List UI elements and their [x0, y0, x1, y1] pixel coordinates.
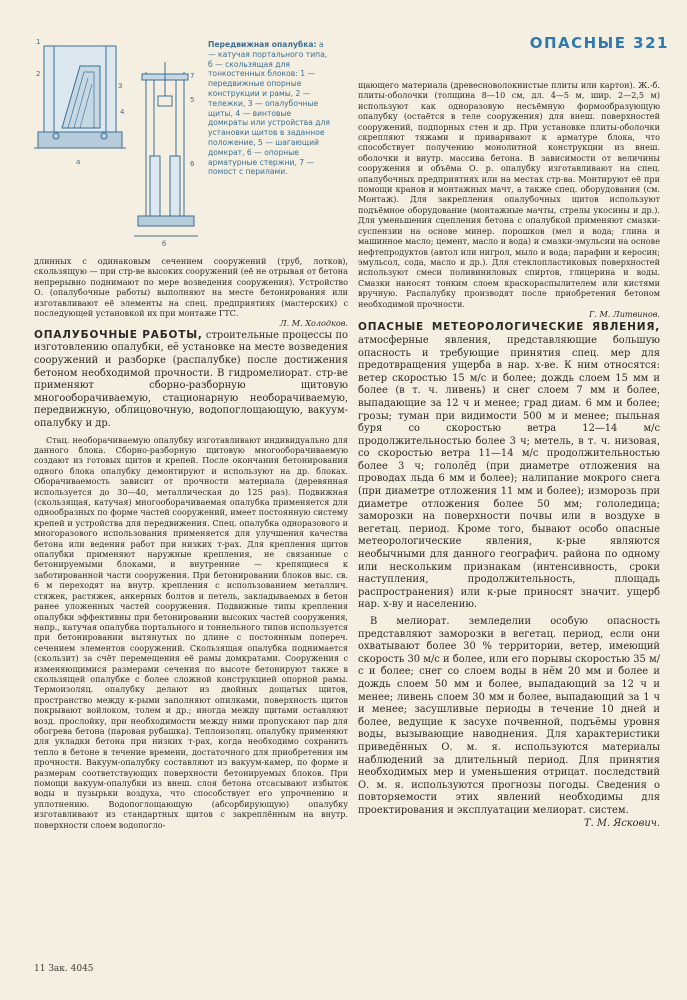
figure-label-5: 5	[190, 96, 195, 104]
figure-label-a: а	[76, 158, 81, 166]
running-title: ОПАСНЫЕ 321	[529, 34, 669, 52]
figure-label-4: 4	[120, 108, 125, 116]
right-second-paragraph: В мелиорат. земледелии особую опасность представляют заморозки в вегетац. период, если они охватывают более 30 % территории, ветер, имеющий скорость 30 м/с и более, или его порывы скоростью 35 м/с и более; снег со слоем воды в нём 20 мм и более и дождь слоем 50 мм и более, выпадающий за 12 ч и менее; ливень слоем 30 мм и более, выпадающий за 1 ч и менее; засушливые периоды в течение 10 дней и более, ведущие к засухе почвенной, подъёмы уровня воды, вызывающие наводнения. Для характеристики приведённых О. м. я. используются материалы наблюдений за длительный период. Для принятия необходимых мер и уменьшения отрицат. последствий О. м. я. используются прогнозы погоды. Сведения о повторяемости этих явлений необходимы для проектирования и эксплуатации мелиорат. систем.	[358, 616, 660, 816]
figure-label-6: 6	[190, 160, 195, 168]
right-top-text: щающего материала (древесноволокнистые плиты или картон). Ж.-б. плиты-оболочки (толщина 8—10 см, дл. 4—5 м, шир. 2—2,5 м) используют как одноразовую несъёмную формообразующую опалубку (остаётся в теле сооружения) для внеш. поверхностей сооружений, подпорных стен и др. При установке плиты-оболочки скрепляют тяжами и приваривают к арматуре блока, что способствует получению монолитной конструкции из внеш. оболочки и внутр. массива бетона. В зависимости от величины сооружения и объёма О. р. опалубку изготавливают на спец. опалубочных предприятиях или на местах стр-ва. Монтируют её при помощи кранов и монтажных мачт, а также спец. оборудования (см. Монтаж). Для закрепления опалубочных щитов используют подъёмное оборудование (монтажные мачты, стрелы укосины и др.). Для уменьшения сцепления бетона с опалубкой применяют смазки-суспензии на основе минер. порошков (мел и вода; глина и машинное масло; цемент, масло и вода) и смазки-эмульсии на основе нефтепродуктов (автол или нигрол, мыло и вода; парафин и керосин; эмульсол, сода, масло и др.). Для стеклопластиковых поверхностей используют смеси поливиниловых спиртов, глицерина и воды. Смазки наносят тонким слоем краскораспылителем или кистями вручную. Распалубку производят после приобретения бетоном необходимой прочности.	[358, 80, 660, 309]
article-definition-formwork-works: строительные процессы по изготовлению опалубки, её установке на месте возведения сооружений и разборке (распалубке) после достижения бетоном необходимой прочности. В гидромелиорат. стр-ве применяют сборно-разборную щитовую многооборачиваемую, стационарную необорачиваемую, передвижную, облицовочную, водопоглощающую, вакуум-опалубку и др.	[34, 329, 348, 429]
figure-caption	[208, 40, 330, 177]
caption-term: Передвижная опалубка:	[208, 40, 317, 49]
figure-label-b: б	[162, 240, 167, 248]
figure-label-7: 7	[190, 72, 195, 80]
right-top-signature: Г. М. Литвинов.	[589, 308, 660, 319]
left-column	[34, 256, 348, 832]
right-column	[358, 80, 660, 832]
left-intro-signature: Л. М. Холодков.	[279, 318, 348, 329]
page-footer: 11 Зак. 4045	[34, 964, 94, 974]
figure-label-2: 2	[36, 70, 41, 78]
figure-label-3: 3	[118, 82, 123, 90]
article-term-dangerous-weather: ОПАСНЫЕ МЕТЕОРОЛОГИЧЕСКИЕ ЯВЛЕНИЯ,	[358, 321, 660, 334]
formwork-diagram	[34, 36, 206, 248]
formwork-figure	[34, 36, 206, 248]
left-intro-text: длинных с одинаковым сечением сооружений (труб, лотков), скользящую — при стр-ве высоких сооружений (её не отрывая от бетона непрерывно поднимают по мере возведения сооружения). Устройство О. (опалубочные работы) выполняют на месте бетонирования или изготавливают её элементы на спец. предприятиях (мастерских) с последующей установкой их при монтаже ГТС.	[34, 256, 348, 319]
left-body-text: Стац. необорачиваемую опалубку изготавливают индивидуально для данного блока. Сборно-разборную щитовую многооборачиваемую создают из готовых щитов и крепей. После окончания бетонирования одного блока опалубку демонтируют и используют на др. блоках. Оборачиваемость зависит от прочности материала (деревянная используется до 30—40, металлическая до 125 раз). Подвижная (скользящая, катучая) многооборачиваемая опалубка применяется для однообразных по форме частей сооружений, имеет постоянную систему крепей и устройства для передвижения. Спец. опалубка одноразового и многоразового использования применяется для улучшения качества бетона или ведения работ при низких т-рах. Для крепления щитов опалубки применяют наружные крепления, не связанные с бетонируемыми блоками, и внутренние — крепящиеся к заботированной части сооружения. При бетонировании блоков выс. св. 6 м переходят на внутр. крепления с использованием металлич. стяжек, растяжек, анкерных болтов и петель, закладываемых в бетон ранее уложенных частей сооружения. Подвижные типы крепления опалубки эффективны при бетонировании высоких частей сооружения, напр., катучая опалубка портального и тоннельного типов используется при бетонировании вытянутых по длине с постоянным попереч. сечением элементов сооружений. Скользящая опалубка поднимается (скользит) за счёт перемещения её рамы домкратами. Сооружения с изменяющимися размерами сечения по высоте бетонируют также в скользящей опалубке с более сложной конструкцией опорной рамы. Термоизоляц. опалубку делают из двойных дощатых щитов, пространство между к-рыми заполняют опилками, поверхность щитов покрывают войлоком, толем и др.; иногда между щитами оставляют возд. прослойку, при необходимости между ними пропускают пар для обогрева бетона (паровая рубашка). Теплоизоляц. опалубку применяют для укладки бетона при низких т-рах, когда необходимо сохранить тепло в бетоне в течение времени, достаточного для приобретения им прочности. Вакуум-опалубку составляют из вакуум-камер, по форме и размерам соответствующих поверхности бетонируемых блоков. При помощи вакуум-опалубки из внеш. слоя бетона отсасывают избыток воды и пузырьки воздуха, что способствует его упрочнению и уплотнению. Водопоглощающую (абсорбирующую) опалубку изготавливают из стандартных щитов с закреплённым на внутр. поверхности слоем водопогло-	[34, 434, 348, 830]
caption-text: а — катучая портального типа, б — скользящая для тонкостенных блоков: 1 — передвижные опорные конструкции и рамы, 2 — тележки, 3 — опалубочные щиты, 4 — винтовые домкраты или устройства для установки щитов в заданное положение, 5 — шагающий домкрат, 6 — опорные арматурные стержни, 7 — помост с перилами.	[208, 40, 330, 177]
right-second-signature: Т. М. Яскович.	[584, 817, 660, 829]
figure-label-1: 1	[36, 38, 41, 46]
article-definition-dangerous-weather: атмосферные явления, представляющие большую опасность и требующие принятия спец. мер для предотвращения ущерба в нар. х-ве. К ним относятся: ветер скоростью 15 м/с и более; дождь слоем 15 мм и более (в т. ч. ливень) и снег слоем 7 мм и более, выпадающие за 12 ч и менее; град диам. 6 мм и более; грозы; туман при видимости 500 м и менее; пыльная буря со скоростью ветра 12—14 м/с продолжительностью более 3 ч; метель, в т. ч. низовая, со скоростью ветра 11—14 м/с продолжительностью более 3 ч; гололёд (при диаметре отложения на проводах льда 6 мм и более); налипание мокрого снега (при диаметре отложения 11 мм и более); изморозь при диаметре отложения более 50 мм; гололедица; заморозки на поверхности почвы или в воздухе в вегетац. период. Кроме того, бывают особо опасные метеорологические явления, к-рые являются необычными для данного географич. района по одному или нескольким признакам (интенсивность, сроки наступления, продолжительность, площадь распространения) или к-рые приносят значит. ущерб нар. х-ву и населению.	[358, 334, 660, 611]
article-term-formwork-works: ОПАЛУБОЧНЫЕ РАБОТЫ,	[34, 328, 203, 341]
